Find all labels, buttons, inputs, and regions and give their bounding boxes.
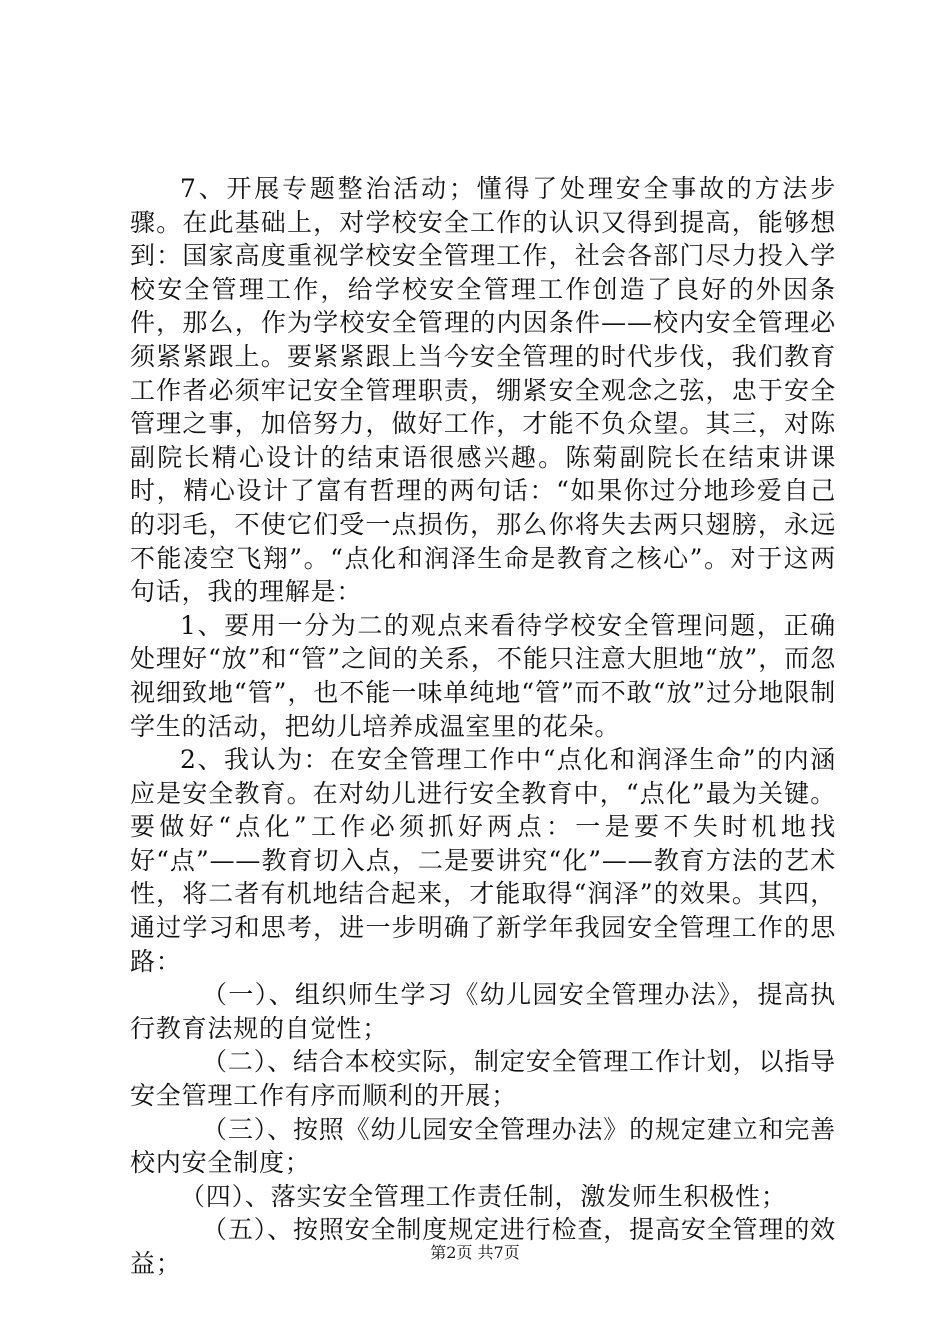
paragraph-point-2: 2、我认为：在安全管理工作中“点化和润泽生命”的内涵应是安全教育。在对幼儿进行安全教育中，“点化”最为关键。要做好“点化”工作必须抓好两点：一是要不失时机地找好“点”——教育切入点，二是要讲究“化”——教育方法的艺术性，将二者有机地结合起来，才能取得“润泽”的效果。其四，通过学习和思考，进一步明确了新学年我园安全管理工作的思路： bbox=[130, 745, 836, 976]
paragraph-step-3: （三）、按照《幼儿园安全管理办法》的规定建立和完善校内安全制度； bbox=[130, 1114, 836, 1178]
paragraph-step-4: （四）、落实安全管理工作责任制，激发师生积极性； bbox=[180, 1181, 787, 1211]
paragraph-point-1: 1、要用一分为二的观点来看待学校安全管理问题，正确处理好“放”和“管”之间的关系，不能只注意大胆地“放”，而忽视细致地“管”，也不能一味单纯地“管”而不敢“放”过分地限制学生的活动，把幼儿培养成温室里的花朵。 bbox=[130, 610, 836, 741]
paragraph-step-2: （二）、结合本校实际，制定安全管理工作计划，以指导安全管理工作有序而顺利的开展； bbox=[130, 1047, 836, 1111]
paragraph-step-5: （五）、按照安全制度规定进行检查，提高安全管理的效益； bbox=[130, 1215, 836, 1278]
page-number-footer: 第2页 共7页 bbox=[430, 1243, 520, 1262]
paragraph-step-1: （一）、组织师生学习《幼儿园安全管理办法》，提高执行教育法规的自觉性； bbox=[130, 980, 836, 1043]
paragraph-item-7: 7、开展专题整治活动；懂得了处理安全事故的方法步骤。在此基础上，对学校安全工作的认识又得到提高，能够想到：国家高度重视学校安全管理工作，社会各部门尽力投入学校安全管理工作，给学校安全管理工作创造了良好的外因条件，那么，作为学校安全管理的内因条件——校内安全管理必须紧紧跟上。要紧紧跟上当今安全管理的时代步伐，我们教育工作者必须牢记安全管理职责，绷紧安全观念之弦，忠于安全管理之事，加倍努力，做好工作，才能不负众望。其三，对陈副院长精心设计的结束语很感兴趣。陈菊副院长在结束讲课时，精心设计了富有哲理的两句话：“如果你过分地珍爱自己的羽毛，不使它们受一点损伤，那么你将失去两只翅膀，永远不能凌空飞翔”。“点化和润泽生命是教育之核心”。对于这两句话，我的理解是： bbox=[130, 174, 836, 607]
document-body bbox=[130, 172, 836, 1281]
